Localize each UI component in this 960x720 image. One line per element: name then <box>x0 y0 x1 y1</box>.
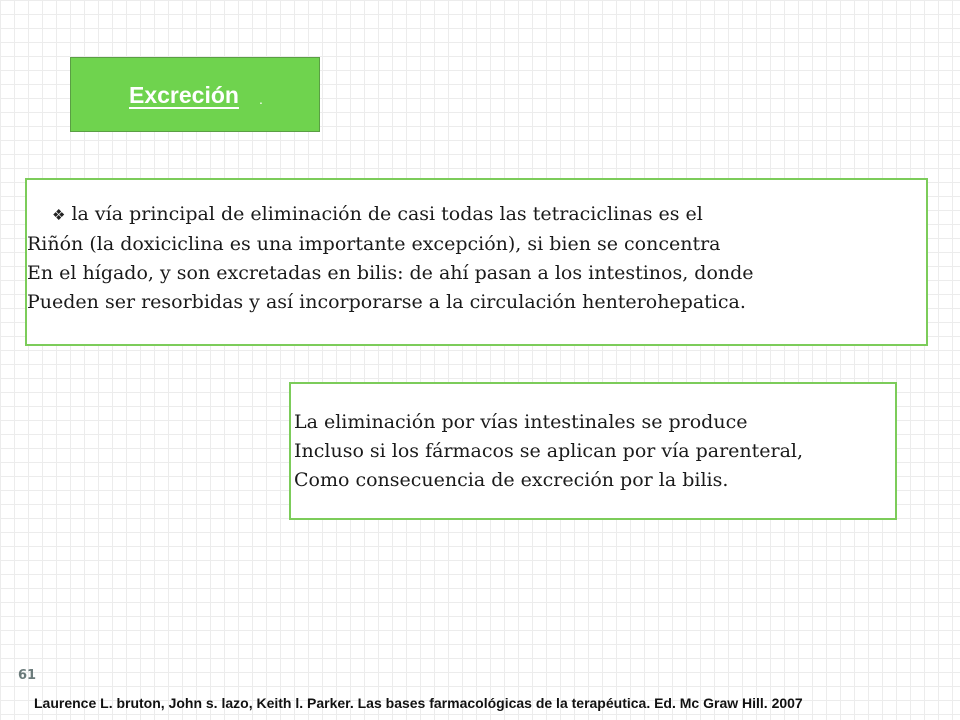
secondary-text-box <box>289 382 897 520</box>
paragraph-line: En el hígado, y son excretadas en bilis: de ahí pasan a los intestinos, donde <box>27 262 754 284</box>
title-trailing-dot: . <box>259 91 263 107</box>
paragraph-line: La eliminación por vías intestinales se produce <box>294 411 748 433</box>
slide-title: Excreción <box>129 82 239 108</box>
main-text-box <box>25 178 928 346</box>
paragraph-line: Incluso si los fármacos se aplican por vía parenteral, <box>294 440 804 462</box>
citation: Laurence L. bruton, John s. lazo, Keith l. Parker. Las bases farmacológicas de la terapéutica. Ed. Mc Graw Hill. 2007 <box>34 695 803 711</box>
page-number: 61 <box>18 668 37 683</box>
paragraph-line: Como consecuencia de excreción por la bilis. <box>294 469 729 491</box>
paragraph-line: Riñón (la doxiciclina es una importante excepción), si bien se concentra <box>27 233 721 255</box>
title-box <box>70 57 320 132</box>
diamond-bullet-icon: ❖ <box>52 206 66 224</box>
paragraph-line: ❖ la vía principal de eliminación de casi todas las tetraciclinas es el <box>52 203 703 225</box>
secondary-paragraph <box>294 408 803 495</box>
main-paragraph <box>27 200 754 317</box>
paragraph-line: Pueden ser resorbidas y así incorporarse a la circulación henterohepatica. <box>27 291 746 313</box>
